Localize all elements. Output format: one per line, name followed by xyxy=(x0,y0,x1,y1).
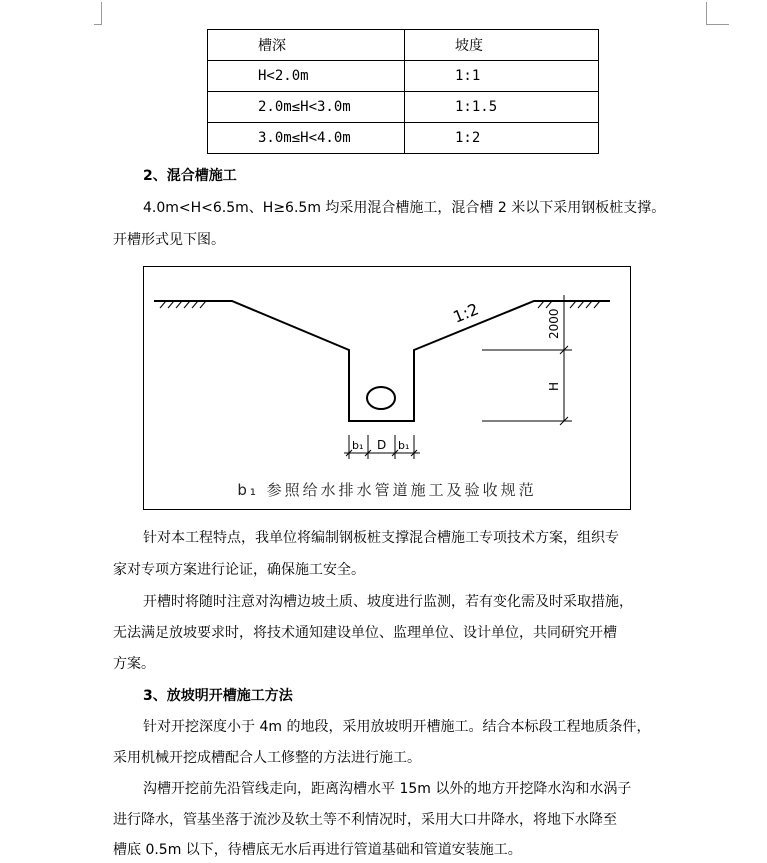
table-cell-depth: 2.0m≤H<3.0m xyxy=(208,92,405,123)
dimension-b1-right-label: b₁ xyxy=(398,439,410,452)
paragraph-line: 4.0m<H<6.5m、H≥6.5m 均采用混合槽施工，混合槽 2 米以下采用钢板桩支撑。 xyxy=(143,200,666,216)
section-heading-mixed-trench: 2、混合槽施工 xyxy=(143,168,237,184)
paragraph-line: 无法满足放坡要求时，将技术通知建设单位、监理单位、设计单位，共同研究开槽 xyxy=(113,625,617,641)
table-header-depth: 槽深 xyxy=(208,30,405,61)
page-corner-mark-top-left xyxy=(94,2,102,25)
paragraph-line: 家对专项方案进行论证，确保施工安全。 xyxy=(113,562,365,578)
ground-hatch-right xyxy=(538,301,600,308)
figure-caption: b₁ 参照给水排水管道施工及验收规范 xyxy=(237,481,537,499)
paragraph-line: 进行降水，管基坐落于流沙及软土等不利情况时，采用大口井降水，将地下水降至 xyxy=(113,812,617,828)
table-header-row xyxy=(208,30,599,61)
table-header-slope: 坡度 xyxy=(405,30,599,61)
paragraph-line: 开槽形式见下图。 xyxy=(113,232,225,248)
table-cell-depth: H<2.0m xyxy=(208,61,405,92)
dimension-2000-label: 2000 xyxy=(547,308,561,339)
dimension-b1-left-label: b₁ xyxy=(352,439,364,452)
pipe-circle xyxy=(367,387,395,409)
dimension-h-label: H xyxy=(547,381,561,391)
paragraph-line: 开槽时将随时注意对沟槽边坡土质、坡度进行监测，若有变化需及时采取措施， xyxy=(143,594,633,610)
table-row xyxy=(208,92,599,123)
paragraph-line: 采用机械开挖成槽配合人工修整的方法进行施工。 xyxy=(113,750,421,766)
paragraph-line: 槽底 0.5m 以下，待槽底无水后再进行管道基础和管道安装施工。 xyxy=(113,842,522,858)
page-corner-mark-top-right xyxy=(706,2,729,25)
table-cell-depth: 3.0m≤H<4.0m xyxy=(208,123,405,154)
table-cell-slope: 1:2 xyxy=(405,123,599,154)
paragraph-line: 方案。 xyxy=(113,656,155,672)
table-row xyxy=(208,123,599,154)
table-cell-slope: 1:1.5 xyxy=(405,92,599,123)
trench-diagram xyxy=(143,266,631,510)
section-heading-open-trench: 3、放坡明开槽施工方法 xyxy=(143,688,293,704)
table-cell-slope: 1:1 xyxy=(405,61,599,92)
slope-table xyxy=(207,29,599,154)
trench-drawing xyxy=(144,267,632,511)
ground-hatch-left xyxy=(160,301,206,308)
paragraph-line: 针对开挖深度小于 4m 的地段，采用放坡明开槽施工。结合本标段工程地质条件， xyxy=(143,719,651,735)
slope-ratio-label: 1:2 xyxy=(450,299,482,327)
paragraph-line: 针对本工程特点，我单位将编制钢板桩支撑混合槽施工专项技术方案，组织专 xyxy=(143,530,619,546)
trench-profile xyxy=(154,301,610,421)
table-row xyxy=(208,61,599,92)
paragraph-line: 沟槽开挖前先沿管线走向，距离沟槽水平 15m 以外的地方开挖降水沟和水涡子 xyxy=(143,781,632,797)
dimension-d-label: D xyxy=(377,438,387,452)
